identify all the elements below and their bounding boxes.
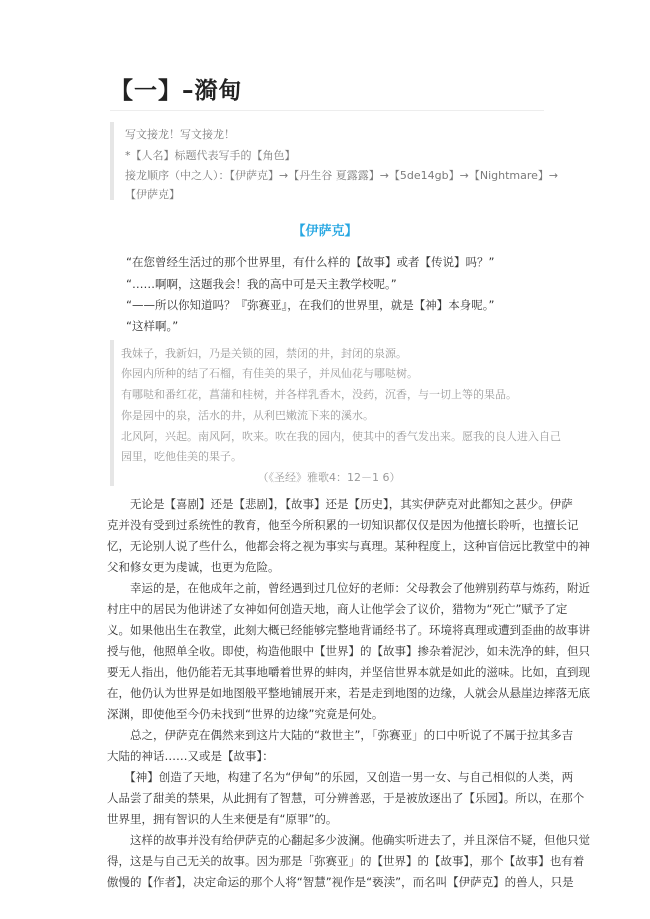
- body-text-line: 深渊，即使他至今仍未找到“世界的边缘”究竟是何处。: [107, 707, 384, 721]
- body-text-line: 得，这是与自己无关的故事。因为那是「弥赛亚」的【世界】的【故事】，那个【故事】也有着: [107, 854, 585, 868]
- dialogue-line: “这样啊。”: [126, 319, 179, 333]
- note-line: 【伊萨克】: [125, 188, 180, 201]
- body-text-line: 要无人指出，他仍能若无其事地嚼着世界的蚌肉，并坚信世界本就是如此的滋味。比如，直到现: [107, 665, 590, 679]
- dialogue-line: “……啊啊，这题我会！我的高中可是天主教学校呢。”: [126, 277, 397, 291]
- quote-line: 北风阿，兴起。南风阿，吹来。吹在我的园内，使其中的香气发出来。愿我的良人进入自己: [121, 430, 561, 443]
- note-line: 写文接龙！写文接龙！: [125, 128, 235, 141]
- body-text-line: 忆，无论别人说了些什么，他都会将之视为事实与真理。某种程度上，这种盲信远比教堂中的神: [107, 539, 590, 553]
- body-text-line: 人品尝了甜美的禁果，从此拥有了智慧，可分辨善恶，于是被放逐出了【乐园】。所以，在那个: [107, 791, 585, 805]
- body-text-line: 傲慢的【作者】，决定命运的那个人将“智慧”视作是“亵渎”，而名叫【伊萨克】的兽人，只是: [107, 875, 574, 889]
- body-text-line: 父和修女更为虔诚，也更为危险。: [107, 560, 280, 574]
- body-text-line: 克并没有受到过系统性的教育，他至今所积累的一切知识都仅仅是因为他擅长聆听，也擅长记: [107, 518, 579, 532]
- body-text-line: 大陆的神话……又或是【故事】：: [107, 749, 274, 763]
- relay-note-block: [110, 122, 559, 201]
- body-text-line: 【神】创造了天地，构建了名为“伊甸”的乐园，又创造一男一女、与自己相似的人类，两: [107, 770, 574, 784]
- body-text-line: 授与他，他照单全收。即使，构造他眼中【世界】的【故事】掺杂着泥沙，如未洗净的蚌，但只: [107, 644, 590, 658]
- scripture-citation: （《圣经》雅歌4：12－1 6）: [257, 471, 401, 484]
- quote-line: 园里，吃他佳美的果子。: [121, 450, 242, 463]
- quote-line: 你园内所种的结了石榴，有佳美的果子，并凤仙花与哪哒树。: [121, 367, 418, 380]
- quote-line: 你是园中的泉，活水的井，从利巴嫩流下来的溪水。: [121, 409, 374, 422]
- body-text-line: 在，他仍认为世界是如地图般平整地铺展开来，若是走到地图的边缘，人就会从悬崖边摔落无底: [107, 686, 590, 700]
- scripture-quote: [110, 340, 561, 486]
- body-text-line: 幸运的是，在他成年之前，曾经遇到过几位好的老师：父母教会了他辨别药草与炼药，附近: [107, 581, 590, 595]
- quote-line: 我妹子，我新妇，乃是关锁的园，禁闭的井，封闭的泉源。: [121, 347, 407, 360]
- body-text-line: 这样的故事并没有给伊萨克的心翻起多少波澜。他确实听进去了，并且深信不疑，但他只觉: [107, 833, 590, 847]
- body-text-line: 总之，伊萨克在偶然来到这片大陆的“救世主”，「弥赛亚」的口中听说了不属于拉其多吉: [107, 728, 574, 742]
- dialogue-line: “在您曾经生活过的那个世界里，有什么样的【故事】或者【传说】吗？”: [126, 255, 495, 269]
- page-title: 【一】–漪甸: [110, 78, 243, 104]
- quote-line: 有哪哒和番红花，菖蒲和桂树，并各样乳香木，没药，沉香，与一切上等的果品。: [121, 388, 517, 401]
- body-text-line: 无论是【喜剧】还是【悲剧】，【故事】还是【历史】，其实伊萨克对此都知之甚少。伊萨: [107, 497, 573, 511]
- body-text-line: 村庄中的居民为他讲述了女神如何创造天地，商人让他学会了议价，猎物为“死亡”赋予了定: [107, 602, 568, 616]
- body-text-line: 义。如果他出生在教堂，此刻大概已经能够完整地背诵经书了。环境将真理或遭到歪曲的故事讲: [107, 623, 590, 637]
- body-text-line: 世界里，拥有智识的人生来便是有“原罪”的。: [107, 812, 338, 826]
- section-header: 【伊萨克】: [292, 224, 358, 239]
- note-line: 接龙顺序（中之人）：【伊萨克】→【丹生谷 夏露露】→【5de14gb】→【Nightmare】→: [125, 169, 559, 182]
- note-line: *【人名】标题代表写手的【角色】: [125, 149, 296, 162]
- title-divider: [110, 110, 544, 111]
- dialogue-line: “——所以你知道吗？『弥赛亚』，在我们的世界里，就是【神】本身呢。”: [126, 298, 495, 312]
